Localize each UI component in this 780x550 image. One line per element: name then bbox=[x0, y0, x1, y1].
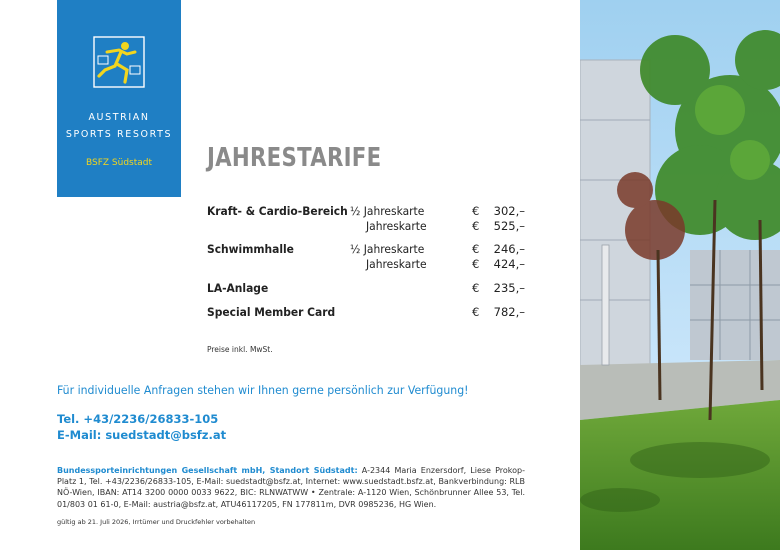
logo-title-line2: SPORTS RESORTS bbox=[65, 129, 173, 140]
tariff-row bbox=[207, 218, 527, 234]
tariff-card: Jahreskarte bbox=[366, 219, 427, 233]
tariff-row bbox=[207, 241, 527, 257]
photo-illustration bbox=[580, 0, 780, 550]
tariff-price: 246,– bbox=[493, 242, 525, 256]
tariff-price: 235,– bbox=[493, 281, 525, 295]
tariff-card: ½ Jahreskarte bbox=[350, 242, 425, 256]
tariff-price: 525,– bbox=[493, 219, 525, 233]
email-link[interactable]: E-Mail: suedstadt@bsfz.at bbox=[57, 428, 227, 442]
tariff-price: 424,– bbox=[493, 257, 525, 271]
tariff-row bbox=[207, 203, 527, 219]
logo-title-line1: AUSTRIAN bbox=[88, 112, 150, 123]
tariff-name: Schwimmhalle bbox=[207, 242, 294, 256]
footer-org: Bundessporteinrichtungen Gesellschaft mbH, Standort Südstadt: bbox=[57, 466, 358, 475]
tariff-row bbox=[207, 304, 527, 320]
phone-link[interactable]: Tel. +43/2236/26833-105 bbox=[57, 412, 219, 426]
sports-center-photo bbox=[580, 0, 780, 550]
tariff-currency: € bbox=[472, 257, 480, 271]
tariff-row bbox=[207, 280, 527, 296]
page-title: JAHRESTARIFE bbox=[207, 143, 382, 173]
tariff-name: LA-Anlage bbox=[207, 281, 269, 295]
tariff-currency: € bbox=[472, 219, 480, 233]
price-note: Preise inkl. MwSt. bbox=[207, 345, 273, 354]
inquiry-text: Für individuelle Anfragen stehen wir Ihnen gerne persönlich zur Verfügung! bbox=[57, 383, 469, 397]
tariff-name: Kraft- & Cardio-Bereich bbox=[207, 204, 348, 218]
tariff-currency: € bbox=[472, 305, 480, 319]
footer-imprint bbox=[57, 465, 525, 510]
tariff-price: 782,– bbox=[493, 305, 525, 319]
footer-text: A-2344 Maria Enzersdorf, Liese Prokop-Platz 1, Tel. +43/2236/26833-105, E-Mail: suedstadt@bsfz.at, Internet: www.suedstadt.bsfz.at, Bankverbindung: RLB NÖ-Wien, IBAN: AT14 3200 0000 0033 9622, BIC: RLNWATWW • Zentrale: A-1120 Wien, Schönbrunner Allee 53, Tel. 01/803 01 61-0, E-Mail: austria@bsfz.at, ATU46117205, FN 177811m, DVR 0985236, HG Wien. bbox=[57, 466, 525, 509]
tariff-price: 302,– bbox=[493, 204, 525, 218]
running-athlete-icon bbox=[93, 36, 145, 88]
tariff-currency: € bbox=[472, 281, 480, 295]
tariff-name: Special Member Card bbox=[207, 305, 336, 319]
tariff-currency: € bbox=[472, 204, 480, 218]
tariff-card: ½ Jahreskarte bbox=[350, 204, 425, 218]
validity-note: gültig ab 21. Juli 2026, Irrtümer und Druckfehler vorbehalten bbox=[57, 518, 256, 526]
tariff-card: Jahreskarte bbox=[366, 257, 427, 271]
tariff-currency: € bbox=[472, 242, 480, 256]
logo-subtitle: BSFZ Südstadt bbox=[85, 158, 153, 168]
tariff-row bbox=[207, 256, 527, 272]
logo-box bbox=[57, 0, 181, 197]
